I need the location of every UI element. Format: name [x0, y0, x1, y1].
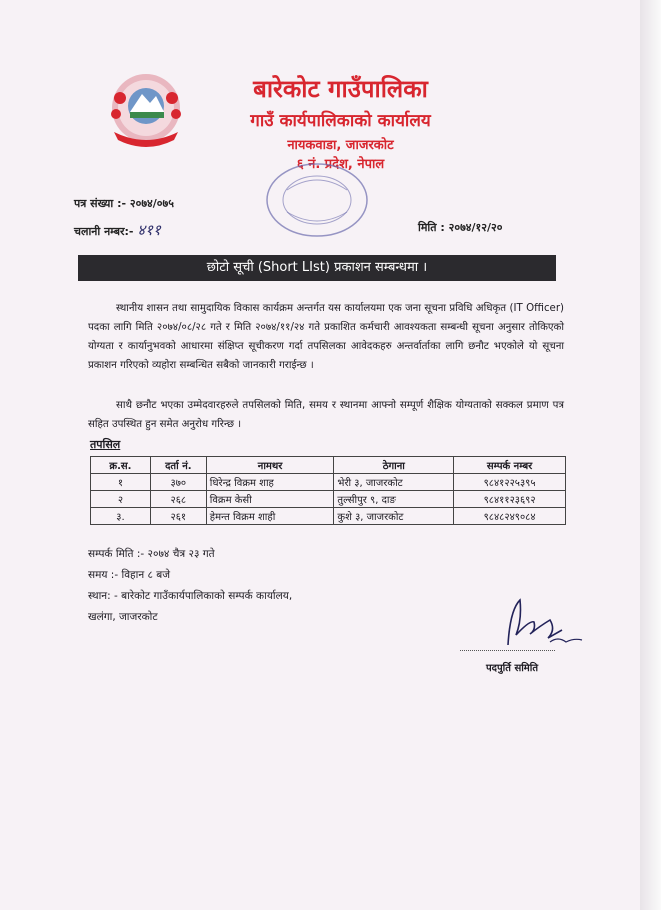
dispatch-number	[74, 220, 161, 240]
cell-name: धिरेन्द्र विक्रम शाह	[206, 474, 334, 491]
cell-address: तुल्सीपुर ९, दाङ	[334, 491, 454, 508]
table-caption: तपसिल	[90, 438, 121, 451]
shortlist-table	[90, 456, 566, 525]
cell-contact: ९८४११२३६९२	[454, 491, 566, 508]
dispatch-label: चलानी नम्बर:-	[74, 225, 134, 238]
cell-address: भेरी ३, जाजरकोट	[334, 474, 454, 491]
subject-title: छोटो सूची (Short LIst) प्रकाशन सम्बन्धमा ।	[78, 255, 556, 281]
col-reg-no: दर्ता नं.	[150, 457, 206, 474]
cell-address: कुशे ३, जाजरकोट	[334, 508, 454, 525]
contact-place: स्थान: - बारेकोट गाउँकार्यपालिकाको सम्पर्क कार्यालय,	[88, 590, 293, 602]
date-label: मिति :	[418, 221, 445, 234]
signature-label: पदपुर्ति समिति	[486, 663, 539, 674]
office-province: ६ नं. प्रदेश, नेपाल	[296, 157, 385, 172]
reference-number	[74, 196, 174, 211]
cell-reg-no: ३७०	[150, 474, 206, 491]
col-serial: क्र.स.	[91, 457, 151, 474]
office-stamp-icon	[262, 160, 372, 240]
notice-paragraph-2: साथै छनौट भएका उम्मेदवारहरुले तपसिलको मिति, समय र स्थानमा आफ्नो सम्पूर्ण शैक्षिक योग्यताको सक्कल प्रमाण पत्र सहित उपस्थित हुन समेत अनुरोध गरिन्छ ।	[88, 400, 564, 430]
office-name: गाउँ कार्यपालिकाको कार्यालय	[250, 111, 431, 131]
col-name: नामथर	[206, 457, 334, 474]
col-address: ठेगाना	[334, 457, 454, 474]
table-row	[91, 491, 566, 508]
reference-label: पत्र संख्या :-	[74, 197, 127, 210]
table-row	[91, 474, 566, 491]
contact-date: सम्पर्क मिति :- २०७४ चैत्र २३ गते	[88, 548, 215, 560]
table-row	[91, 508, 566, 525]
cell-name: हेमन्त विक्रम शाही	[206, 508, 334, 525]
cell-reg-no: २६८	[150, 491, 206, 508]
cell-serial: २	[91, 491, 151, 508]
cell-reg-no: २६१	[150, 508, 206, 525]
cell-serial: ३.	[91, 508, 151, 525]
dispatch-value: ४११	[137, 221, 161, 239]
contact-place-line2: खलंगा, जाजरकोट	[88, 611, 158, 623]
date-value: २०७४/१२/२०	[448, 221, 503, 234]
municipality-name: बारेकोट गाउँपालिका	[253, 75, 428, 103]
notice-paragraph-1: स्थानीय शासन तथा सामुदायिक विकास कार्यक्रम अन्तर्गत यस कार्यालयमा एक जना सूचना प्रविधि अधिकृत (IT Officer) पदका लागि मिति २०७४/०८/२८ गते र मिति २०७४/११/२४ गते प्रकाशित कर्मचारी आवश्यकता सम्बन्धी सूचना अनुसार तोकिएको योग्यता र कार्यानुभवको आधारमा संक्षिप्त सूचीकरण गर्दा तपसिलका आवेदकहरु अन्तर्वार्ताका लागि छनौट भएकोले यो सूचना प्रकाशन गरिएको व्यहोरा सम्बन्धित सबैको जानकारी गराईन्छ ।	[88, 303, 564, 371]
col-contact: सम्पर्क नम्बर	[454, 457, 566, 474]
letter-date	[418, 220, 502, 235]
contact-time: समय :- विहान ८ बजे	[88, 569, 171, 581]
cell-serial: १	[91, 474, 151, 491]
cell-contact: ९८४१२२५३९५	[454, 474, 566, 491]
table-header-row	[91, 457, 566, 474]
reference-value: २०७४/०७५	[129, 197, 174, 210]
signature-line	[460, 650, 555, 651]
office-address: नायकवाडा, जाजरकोट	[287, 138, 394, 153]
cell-contact: ९८४८२४९०८४	[454, 508, 566, 525]
cell-name: विक्रम केसी	[206, 491, 334, 508]
